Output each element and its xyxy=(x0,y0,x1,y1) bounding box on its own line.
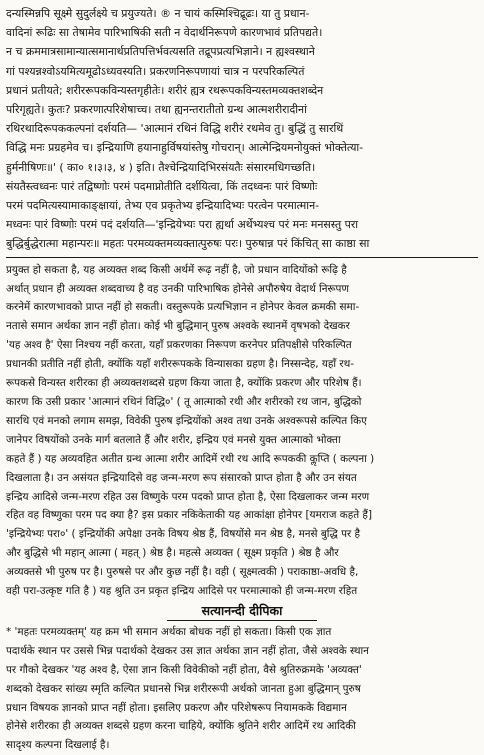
text-line: प्रयुक्त हो सकता है, यह अव्यक्त शब्द किसी अर्थमें रूढ़ नहीं है, जो प्रधान वादियोंको रूढ़ि है xyxy=(6,263,347,276)
text-line: कहते हैं ) यह अव्यवहित अतीत ग्रन्थ आत्मा शरीर आदिमें रथी रथ आदि रूपककी कॢप्ति ( कल्पना ) xyxy=(6,452,375,465)
text-line: परिगृह्यते। कुतः? प्रकरणात्परिशेषाच्च। तथा ह्यनन्तरातीतो ग्रन्थ आत्मशरीरादीनां xyxy=(6,103,307,117)
text-line: करनेमें कारणभावको प्राप्त नहीं हो सकती। वस्तुरूपके प्रत्यभिज्ञान न होनेपर केवल क्रमकी समा- xyxy=(6,301,360,314)
text-line: परमं पदमित्यस्यामाकाङ्क्षायां, तेभ्य एव प्रकृतेभ्य इन्द्रियादिभ्यः परत्वेन परमात्मान- xyxy=(6,199,320,213)
text-line: जानेपर विषयोंको उनके मार्ग बतलाते हैं और शरीर, इन्द्रिय एवं मनसे युक्त आत्माको भोक्ता xyxy=(6,433,341,446)
text-line: नतासे समान अर्थका ज्ञान नहीं होता। कोई भी बुद्धिमान् पुरुष अश्वके स्थानमें वृषभको देखकर xyxy=(6,320,350,333)
text-line: हुर्मनीषिणः॥' ( का० १।३।३, ४ ) इति। तैश्चेन्द्रियादिभिरसंयतैः संसारमधिगच्छति। xyxy=(6,160,316,174)
text-line: अव्यक्तसे भी पुरुष पर है। पुरुषसे पर और कुछ नहीं है। वही ( सूक्ष्मत्वकी ) पराकाष्ठा-अवधि है, xyxy=(6,566,359,579)
text-line: विद्धि मनः प्रग्रहमेव च। इन्द्रियाणि हयानाहुर्विषयांस्तेषु गोचरान्। आत्मेन्द्रियमनोयुक्तं भोक्तेत्या- xyxy=(6,141,364,155)
text-line: अर्थात् प्रधान ही अव्यक्त शब्दवाच्य है वह उनकी पारिभाषिक होनेसे अपौरुषेय वेदार्थ निरूपण xyxy=(6,282,349,295)
text-line: रहित वह विष्णुका परम पद क्या है? इस प्रकार नकिकेताकी यह आकांक्षा होनेपर [यमराज कहते हैं] xyxy=(6,509,373,522)
text-line: सादृश्य कल्पना दिखलाई है। xyxy=(6,739,110,752)
text-line: दिखलाता है। उन असंयत इन्द्रियादिसे वह जन्म-मरण रूप संसारको प्राप्त होता है और उन संयत xyxy=(6,471,357,484)
section-divider xyxy=(6,257,478,258)
text-line: वादिनां रूढिः सा तेषामेव पारिभाषिकी सती न वेदार्थनिरूपणे कारणभावं प्रतिपद्यते। xyxy=(6,26,323,40)
text-line: और बुद्धिसे भी महान् आत्मा ( महत् ) श्रेष्ठ है। महत्से अव्यक्त ( सूक्ष्म प्रकृति ) श्रेष्ठ है और xyxy=(6,547,339,560)
commentary-heading: सत्यानन्दी दीपिका xyxy=(167,602,317,621)
text-line: प्रधानं प्रतीयते; शरीररूपकविन्यस्तगृहीतेः। शरीरं ह्यत्र रथरूपकविन्यस्तमव्यक्तशब्देन xyxy=(6,83,324,97)
text-line: रूपकसे विन्यस्त शरीरका ही अव्यक्तशब्दसे ग्रहण किया जाता है, क्योंकि प्रकरण और परिशेष हैं। xyxy=(6,377,362,390)
hindi-translation xyxy=(6,261,478,601)
text-line: 'इन्द्रियेभ्यः परा०' ( इन्द्रियोंकी अपेक्षा उनके विषय श्रेष्ठ हैं, विषयोंसे मन श्रेष्ठ है, मनसे बुद्धि पर है xyxy=(6,528,361,541)
text-line: सारथि एवं मनको लगाम समझ, विवेकी पुरुष इन्द्रियोंको अश्व तथा उनके अश्वरूपसे कल्पित किए xyxy=(6,414,367,427)
text-line: प्रधानकी प्रतीति नहीं होती, क्योंकि यहाँ शरीररूपकके विन्यासका ग्रहण है। निस्सन्देह, यहाँ रथ- xyxy=(6,358,355,371)
text-line: * 'महतः परमव्यक्तम्' यह क्रम भी समान अर्थका बोधक नहीं हो सकता। किसी एक ज्ञात xyxy=(6,625,332,638)
commentary-text xyxy=(6,623,478,755)
text-line: 'यह अश्व है' ऐसा निश्चय नहीं करता, यहाँ प्रकरणका निरूपण करनेपर प्रतिपक्षीसे परिकल्पित xyxy=(6,339,352,352)
text-line: होनेसे शरीरका ही अव्यक्त शब्दसे ग्रहण करना चाहिये, क्योंकि श्रुतिने शरीर आदिमें रथ आदिकी xyxy=(6,720,356,733)
text-line: मध्वनः पारं विष्णोः परमं पदं दर्शयति—'इन्द्रियेभ्यः परा ह्यर्था अर्थेभ्यश्च परं मनः मनसस्तु परा xyxy=(6,218,359,232)
text-line: इन्द्रिय आदिसे जन्म-मरण रहित उस विष्णुके परम पदको प्राप्त होता है, ऐसा दिखलाकर जन्म मरण xyxy=(6,490,370,503)
text-line: प्रधान विषयक ज्ञानको प्राप्त नहीं होता। इसलिए प्रकरण और परिशेषरूप नियामकके विद्यमान xyxy=(6,701,347,714)
text-line: वही परा-उत्कृष्ट गति है ) यह श्रुति उन प्रकृत इन्द्रिय आदिसे पर परमात्माको ही जन्म-मरण रहित xyxy=(6,585,358,598)
text-line: गां पश्यन्नश्वोऽयमित्यमूढोऽध्यवस्यति। प्रकरणनिरूपणायां चात्र न परपरिकल्पितं xyxy=(6,64,305,78)
text-line: रथिरथादिरूपककल्पनां दर्शयति— 'आत्मानं रथिनं विद्धि शरीरं रथमेव तु। बुद्धिं तु सारथिं xyxy=(6,122,344,136)
text-line: कारण कि उसी प्रकार 'आत्मानं रथिनं विद्धि०' ( तू आत्माको रथी और शरीरको रथ जान, बुद्धिको xyxy=(6,395,362,408)
text-line: शब्दको देखकर सांख्य स्मृति कल्पित प्रधानसे भिन्न शरीररूपी अर्थको जानता हुआ बुद्धिमान् पुरुष xyxy=(6,682,361,695)
text-line: संयतैस्त्वध्वनः पारं तद्विष्णोः परमं पदमाप्नोतीति दर्शयित्वा, किं तदध्वनः पारं विष्णोः xyxy=(6,179,318,193)
sanskrit-text xyxy=(6,4,478,254)
text-line: दन्यस्मिन्नपि सूक्ष्मे सुदुर्लक्ष्ये च प्रयुज्यते। ® न चायं कस्मिश्चिद्रूढः। या तु प्रधान- xyxy=(6,7,310,20)
text-line: पर गौको देखकर 'यह अश्व है, ऐसा ज्ञान किसी विवेकीको नहीं होता, वैसे श्रुतिरुक्रमके 'अव्यक्त' xyxy=(6,663,362,676)
text-line: पदार्थके स्थान पर उससे भिन्न पदार्थको देखकर उस ज्ञात अर्थका ज्ञान नहीं होता, जैसे अश्वके स्थान xyxy=(6,644,369,657)
text-line: बुद्धिर्बुद्धेरात्मा महान्परः॥ महतः परमव्यक्तमव्यक्तात्पुरुषः परः। पुरुषान्न परं किंचित् सा काष्ठा सा xyxy=(6,237,370,251)
text-line: न च क्रममात्रसामान्यात्समानार्थप्रतिपत्तिर्भवत्यसति तद्रूपप्रत्यभिज्ञाने। न ह्यश्वस्थाने xyxy=(6,45,315,59)
